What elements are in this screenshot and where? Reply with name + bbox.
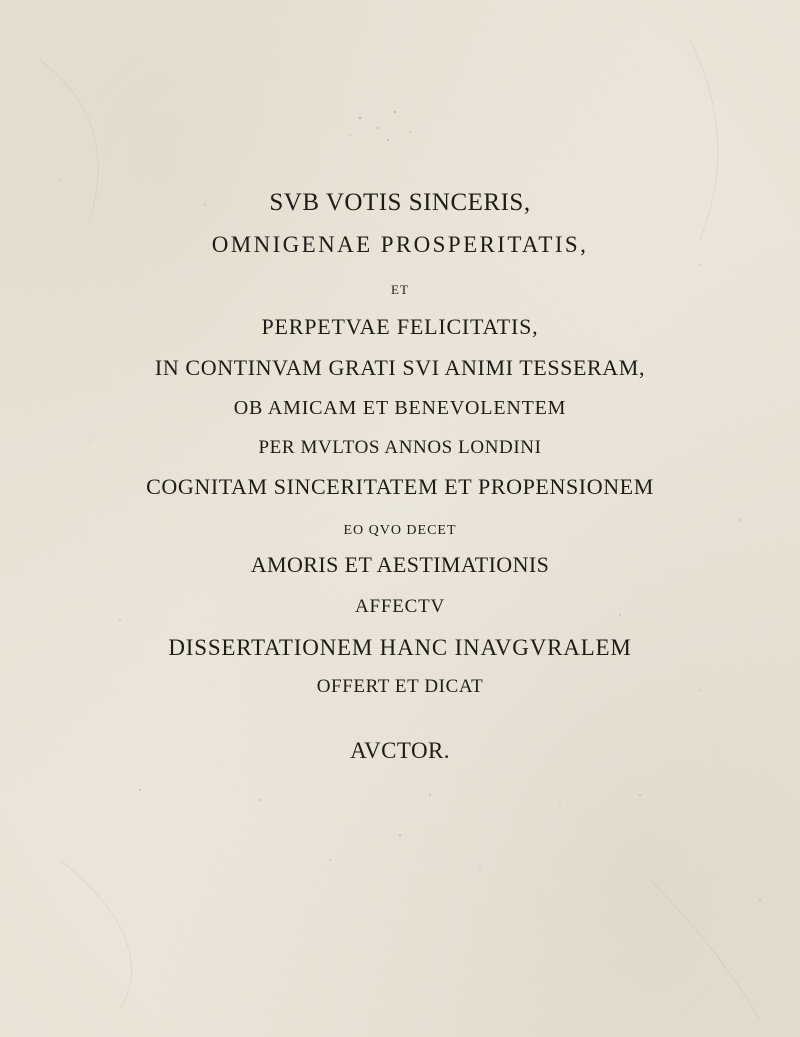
dedication-line-2: OMNIGENAE PROSPERITATIS, bbox=[211, 232, 589, 257]
dedication-line-8: COGNITAM SINCERITATEM ET PROPENSIONEM bbox=[146, 474, 654, 499]
dedication-line-5: IN CONTINVAM GRATI SVI ANIMI TESSERAM, bbox=[154, 355, 646, 380]
author-signature: AVCTOR. bbox=[350, 738, 450, 763]
dedication-line-12: DISSERTATIONEM HANC INAVGVRALEM bbox=[168, 635, 632, 660]
dedication-line-9: EO QVO DECET bbox=[343, 523, 457, 538]
dedication-line-4: PERPETVAE FELICITATIS, bbox=[261, 314, 539, 339]
dedication-line-10: AMORIS ET AESTIMATIONIS bbox=[250, 552, 550, 577]
dedication-line-6: OB AMICAM ET BENEVOLENTEM bbox=[233, 397, 567, 419]
dedication-line-7: PER MVLTOS ANNOS LONDINI bbox=[258, 437, 542, 458]
dedication-line-3: ET bbox=[391, 282, 409, 297]
dedication-line-13: OFFERT ET DICAT bbox=[316, 676, 484, 697]
dedication-line-1: SVB VOTIS SINCERIS, bbox=[269, 189, 531, 216]
dedication-line-11: AFFECTV bbox=[354, 596, 446, 617]
